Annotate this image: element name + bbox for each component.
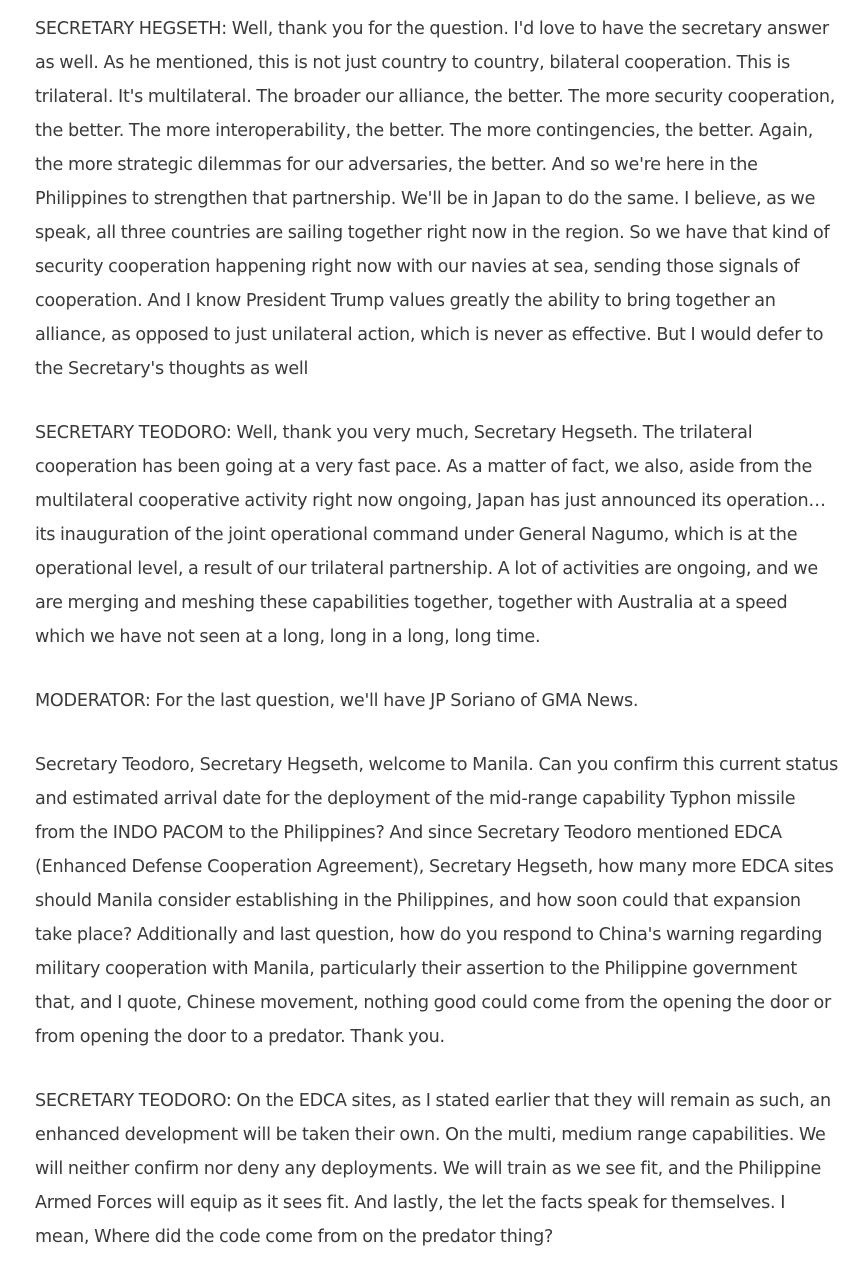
paragraph-hegseth-answer: SECRETARY HEGSETH: Well, thank you for the question. I'd love to have the secretary answer as well. As he mentioned, this is not just country to country, bilateral cooperation. This is trilateral. It's multilateral. The broader our alliance, the better. The more security cooperation, the better. The more interoperability, the better. The more contingencies, the better. Again, the more strategic dilemmas for our adversaries, the better. And so we're here in the Philippines to strengthen that partnership. We'll be in Japan to do the same. I believe, as we speak, all three countries are sailing together right now in the region. So we have that kind of security cooperation happening right now with our navies at sea, sending those signals of cooperation. And I know President Trump values greatly the ability to bring together an alliance, as opposed to just unilateral action, which is never as effective. But I would defer to the Secretary's thoughts as well [35,19,836,379]
paragraph-moderator: MODERATOR: For the last question, we'll have JP Soriano of GMA News. [35,691,639,711]
paragraph-teodoro-final-answer: SECRETARY TEODORO: On the EDCA sites, as I stated earlier that they will remain as such, an enhanced development will be taken their own. On the multi, medium range capabilities. We will neither confirm nor deny any deployments. We will train as we see fit, and the Philippine Armed Forces will equip as it sees fit. And lastly, the let the facts speak for themselves. I mean, Where did the code come from on the predator thing? [35,1091,831,1247]
transcript-body [35,12,840,1254]
paragraph-teodoro-answer: SECRETARY TEODORO: Well, thank you very much, Secretary Hegseth. The trilateral cooperation has been going at a very fast pace. As a matter of fact, we also, aside from the multilateral cooperative activity right now ongoing, Japan has just announced its operation… its inauguration of the joint operational command under General Nagumo, which is at the operational level, a result of our trilateral partnership. A lot of activities are ongoing, and we are merging and meshing these capabilities together, together with Australia at a speed which we have not seen at a long, long in a long, long time. [35,423,826,647]
paragraph-reporter-question: Secretary Teodoro, Secretary Hegseth, welcome to Manila. Can you confirm this current status and estimated arrival date for the deployment of the mid-range capability Typhon missile from the INDO PACOM to the Philippines? And since Secretary Teodoro mentioned EDCA (Enhanced Defense Cooperation Agreement), Secretary Hegseth, how many more EDCA sites should Manila consider establishing in the Philippines, and how soon could that expansion take place? Additionally and last question, how do you respond to China's warning regarding military cooperation with Manila, particularly their assertion to the Philippine government that, and I quote, Chinese movement, nothing good could come from the opening the door or from opening the door to a predator. Thank you. [35,755,839,1047]
